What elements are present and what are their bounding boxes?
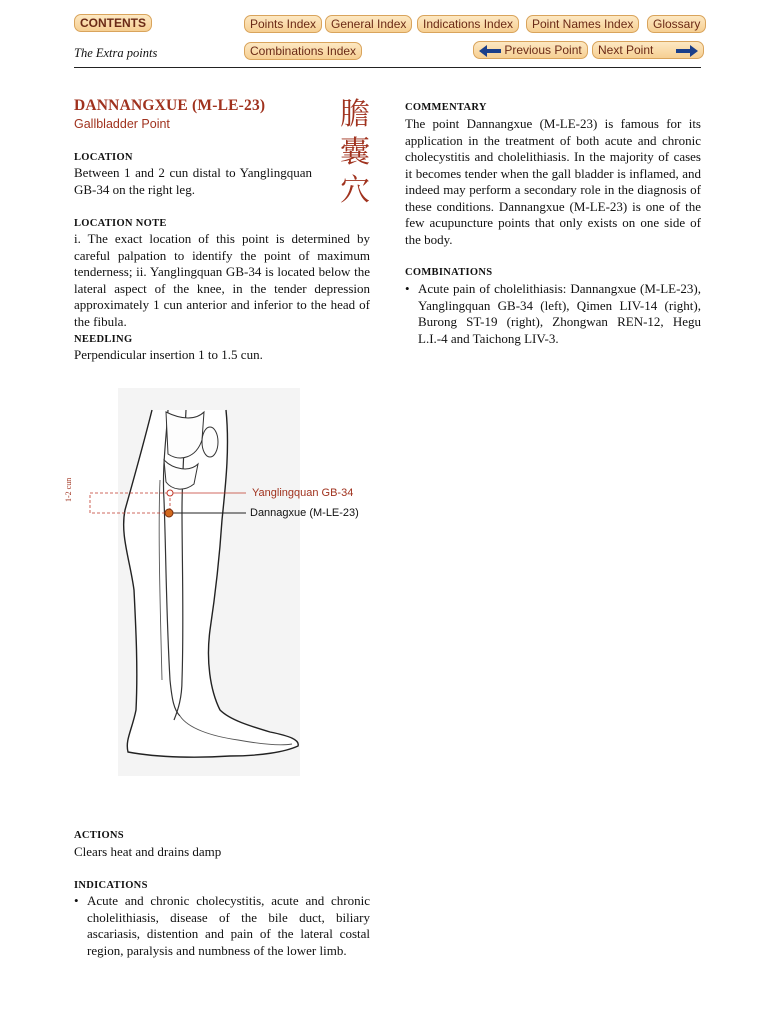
location-note-heading: LOCATION NOTE xyxy=(74,218,167,229)
indications-item-text: Acute and chronic cholecystitis, acute and chronic cholelithiasis, disease of the bile duct, biliary ascariasis, distention and pain of the lateral costal region, paralysis and numbness of the lower limb. xyxy=(87,893,370,958)
combinations-item-text: Acute pain of cholelithiasis: Dannangxue (M-LE-23), Yanglingquan GB-34 (left), Qimen LIV-14 (right), Burong ST-19 (right), Zhongwan REN-12, Hegu L.I.-4 and Taichong LIV-3. xyxy=(418,281,701,346)
previous-point-label: Previous Point xyxy=(504,43,582,57)
needling-text: Perpendicular insertion 1 to 1.5 cun. xyxy=(74,347,263,362)
needling-heading: NEEDLING xyxy=(74,334,133,345)
commentary-text: The point Dannangxue (M-LE-23) is famous for its application in the treatment of both acute and chronic cholecystitis and cholelithiasis. In the majority of cases it becomes tender when the gall bladder is inflamed, and indeed may perform a secondary role in the diagnosis of these conditions. Dannangxue (M-LE-23) is one of the few acupuncture points that only exists on one side of the body. xyxy=(405,116,701,247)
combinations-heading: COMBINATIONS xyxy=(405,267,493,278)
previous-point-button[interactable] xyxy=(473,41,588,59)
commentary-heading: COMMENTARY xyxy=(405,102,487,113)
section-label: The Extra points xyxy=(74,46,158,60)
header-rule xyxy=(74,67,701,68)
next-point-label: Next Point xyxy=(598,43,654,57)
actions-heading: ACTIONS xyxy=(74,830,124,841)
point-names-index-button[interactable]: Point Names Index xyxy=(526,15,639,33)
point-label: Dannagxue (M-LE-23) xyxy=(250,507,359,519)
chinese-characters xyxy=(338,96,372,210)
location-heading: LOCATION xyxy=(74,152,133,163)
location-note-text: i. The exact location of this point is determined by careful palpation to identify the point of maximum tenderness; ii. Yanglingquan GB-34 is located below the lateral aspect of the knee, in the tender depression approximately 1 cun anterior and inferior to the head of the fibula. xyxy=(74,231,370,329)
leg-illustration xyxy=(70,380,370,780)
chinese-char-1: 膽 xyxy=(340,97,370,132)
chinese-char-2: 囊 xyxy=(340,135,370,170)
points-index-button[interactable]: Points Index xyxy=(244,15,322,33)
location-text: Between 1 and 2 cun distal to Yanglingquan GB-34 on the right leg. xyxy=(74,165,312,197)
indications-heading: INDICATIONS xyxy=(74,880,148,891)
point-subtitle: Gallbladder Point xyxy=(74,117,170,131)
left-arrow-icon xyxy=(479,45,501,57)
general-index-button[interactable]: General Index xyxy=(325,15,412,33)
indications-item xyxy=(74,893,370,959)
distance-label: 1-2 cun xyxy=(64,477,73,502)
actions-text: Clears heat and drains damp xyxy=(74,844,222,859)
chinese-char-3: 穴 xyxy=(340,173,370,208)
bullet-icon: • xyxy=(74,893,79,908)
combinations-index-button[interactable]: Combinations Index xyxy=(244,42,362,60)
point-title: DANNANGXUE (M-LE-23) xyxy=(74,97,266,114)
contents-button[interactable]: CONTENTS xyxy=(74,14,152,32)
right-arrow-icon xyxy=(676,45,698,57)
glossary-button[interactable]: Glossary xyxy=(647,15,706,33)
bullet-icon: • xyxy=(405,281,410,296)
next-point-button[interactable] xyxy=(592,41,704,59)
indications-index-button[interactable]: Indications Index xyxy=(417,15,519,33)
gb34-label: Yanglingquan GB-34 xyxy=(252,487,354,499)
combinations-item xyxy=(405,281,701,347)
leg-drawing xyxy=(70,380,370,780)
